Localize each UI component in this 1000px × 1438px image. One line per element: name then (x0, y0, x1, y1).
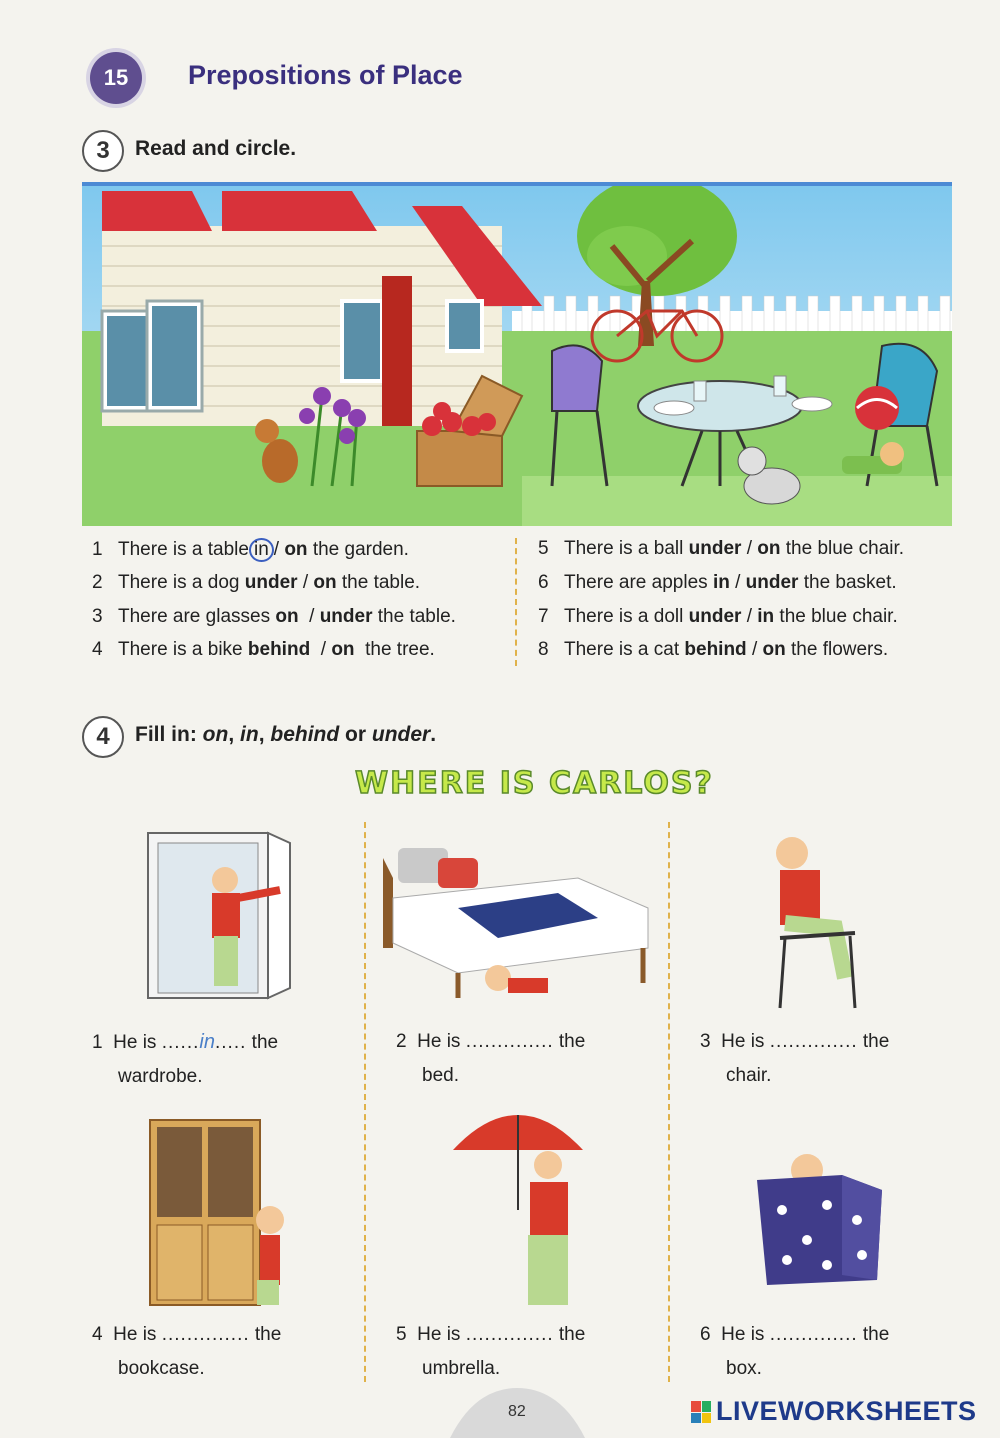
exercise-3-number: 3 (82, 130, 124, 172)
fill-item-6: 6 He is .............. the box. (700, 1324, 890, 1379)
option-behind[interactable]: behind (684, 639, 747, 660)
bed-picture (378, 838, 658, 1008)
answer-input-1[interactable]: in (199, 1031, 215, 1053)
option-in[interactable]: in (757, 606, 775, 627)
sentence-4: 4 There is a bike behind / on the tree. (92, 639, 435, 660)
answer-input-3[interactable]: .............. (769, 1031, 858, 1052)
option-under[interactable]: under (244, 572, 298, 593)
fill-item-5: 5 He is .............. the umbrella. (396, 1324, 586, 1379)
answer-input-4[interactable]: .............. (161, 1324, 250, 1345)
sentence-6: 6 There are apples in / under the basket. (538, 572, 897, 593)
sentence-3: 3 There are glasses on / under the table. (92, 606, 456, 627)
column-divider-1 (364, 822, 366, 1382)
liveworksheets-watermark: LIVEWORKSHEETS (716, 1396, 977, 1426)
option-on[interactable]: on (757, 538, 781, 559)
column-divider-2 (668, 822, 670, 1382)
sentences-divider (515, 538, 517, 666)
exercise-4-number: 4 (82, 716, 124, 758)
fill-item-4: 4 He is .............. the bookcase. (92, 1324, 282, 1379)
option-in[interactable]: in (712, 572, 730, 593)
garden-scene-illustration (82, 182, 952, 526)
option-under[interactable]: under (745, 572, 799, 593)
circled-answer[interactable]: in (249, 538, 274, 562)
sentence-5: 5 There is a ball under / on the blue chair. (538, 538, 905, 559)
umbrella-picture (448, 1090, 588, 1315)
where-is-carlos-heading: WHERE IS CARLOS? (355, 766, 714, 801)
unit-number-badge: 15 (90, 52, 142, 104)
bookcase-picture (145, 1115, 295, 1310)
option-behind[interactable]: behind (247, 639, 311, 660)
box-picture (752, 1150, 892, 1295)
option-under[interactable]: under (319, 606, 373, 627)
exercise-3-title: Read and circle. (135, 137, 297, 160)
ball (855, 386, 899, 430)
page-number: 82 (508, 1403, 526, 1420)
garden-scene-svg (82, 186, 952, 526)
sentence-2: 2 There is a dog under / on the table. (92, 572, 421, 593)
wardrobe-picture (140, 828, 300, 1003)
sentence-8: 8 There is a cat behind / on the flowers. (538, 639, 889, 660)
option-under[interactable]: under (688, 538, 742, 559)
chair-picture (760, 828, 870, 1013)
answer-input-5[interactable]: .............. (465, 1324, 554, 1345)
fill-item-1: 1 He is ......in..... the wardrobe. (92, 1031, 279, 1087)
option-on[interactable]: on (762, 639, 786, 660)
sentence-7: 7 There is a doll under / in the blue chair. (538, 606, 898, 627)
fill-item-3: 3 He is .............. the chair. (700, 1031, 890, 1086)
option-on[interactable]: on (331, 639, 355, 660)
fill-item-2: 2 He is .............. the bed. (396, 1031, 586, 1086)
sentence-1: 1 There is a table in / on the garden. (92, 539, 409, 560)
answer-input-2[interactable]: .............. (465, 1031, 554, 1052)
option-under[interactable]: under (688, 606, 742, 627)
liveworksheets-logo-icon (691, 1401, 711, 1423)
option-on[interactable]: on (313, 572, 337, 593)
answer-input-6[interactable]: .............. (769, 1324, 858, 1345)
option-on[interactable]: on (275, 606, 299, 627)
exercise-4-title: Fill in: on, in, behind or under. (135, 723, 437, 746)
option-on[interactable]: on (284, 539, 308, 560)
unit-title: Prepositions of Place (188, 60, 463, 90)
